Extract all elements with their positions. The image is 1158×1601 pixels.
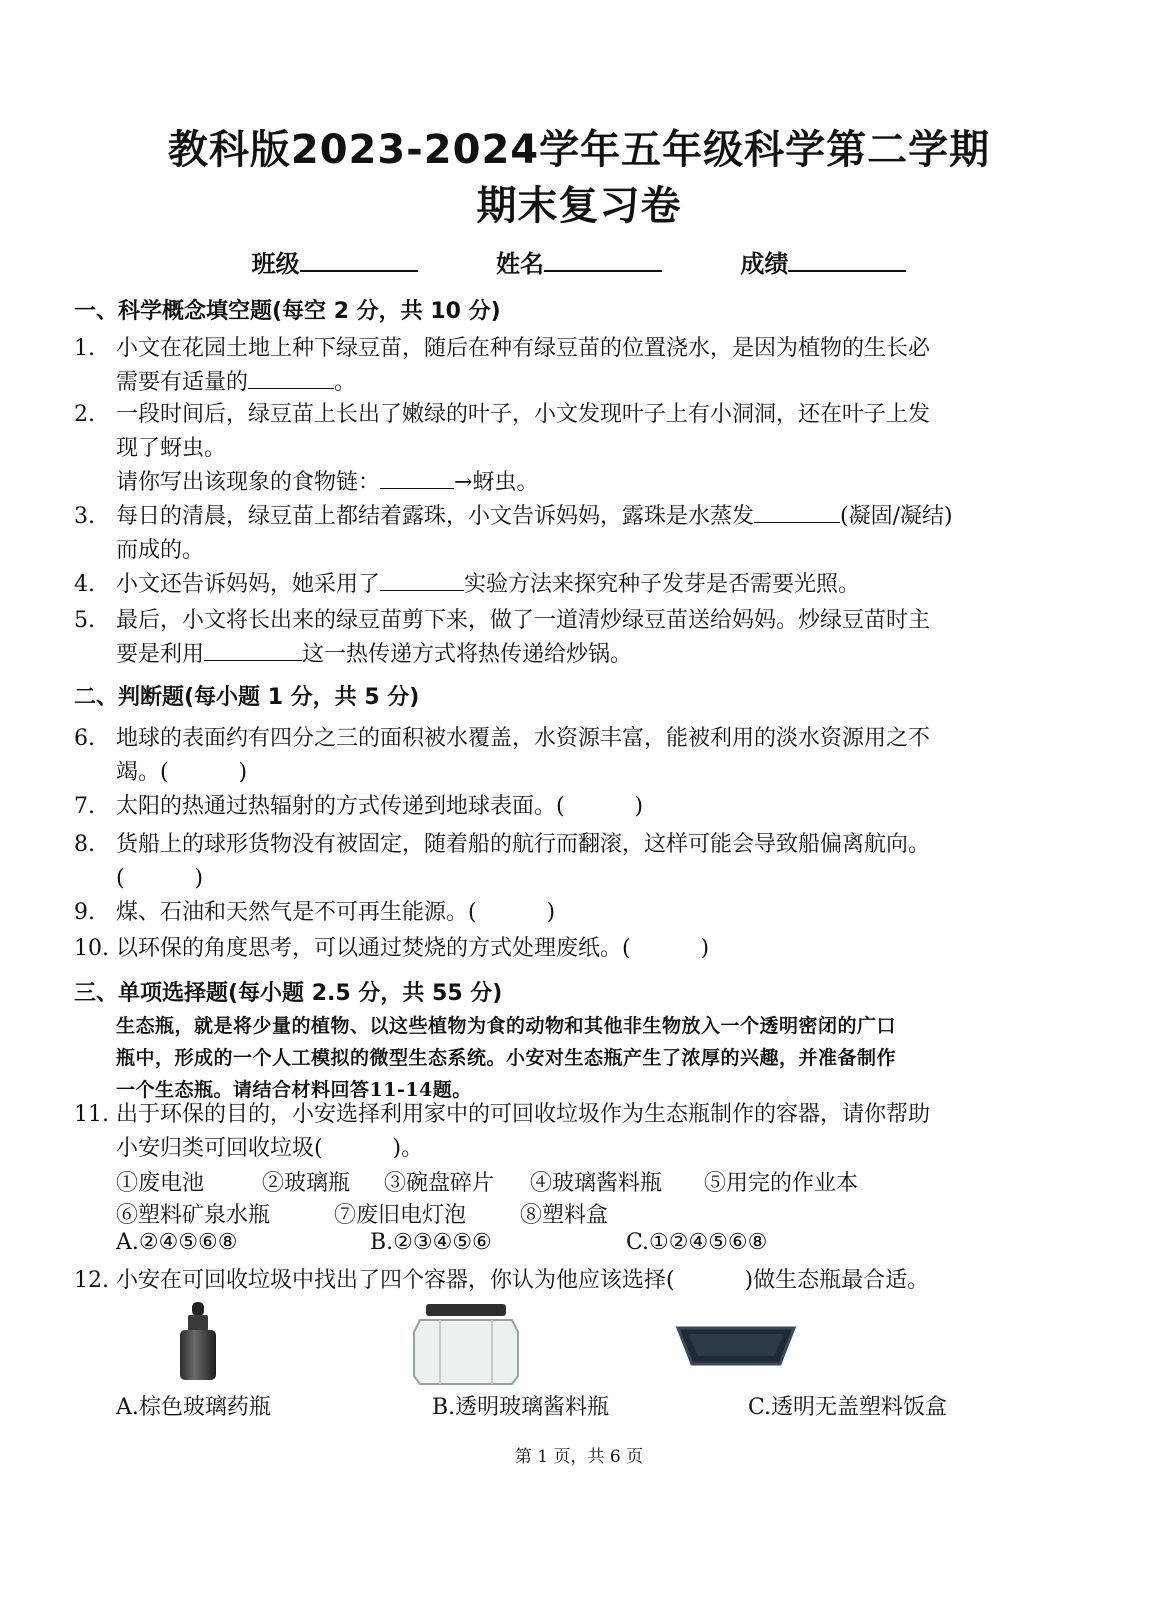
material-line3: 一个生态瓶。请结合材料回答11-14题。 xyxy=(116,1079,472,1101)
q2-blank xyxy=(380,468,454,489)
class-label: 班级 xyxy=(251,250,300,278)
q2-end: →蚜虫。 xyxy=(454,470,539,495)
score-blank xyxy=(788,248,906,272)
question-2 xyxy=(74,398,1054,500)
name-blank xyxy=(544,248,662,272)
q2-text: 请你写出该现象的食物链： xyxy=(116,470,381,495)
q2-line1: 一段时间后，绿豆苗上长出了嫩绿的叶子，小文发现叶子上有小洞洞，还在叶子上发 xyxy=(116,402,931,427)
question-1 xyxy=(74,332,1054,400)
q4-number: 4. xyxy=(74,572,95,597)
q5-blank xyxy=(204,640,302,661)
material-line1: 生态瓶，就是将少量的植物、以这些植物为食的动物和其他非生物放入一个透明密闭的广口 xyxy=(116,1015,897,1037)
q12-number: 12. xyxy=(74,1268,109,1293)
q7-line1: 太阳的热通过热辐射的方式传递到地球表面。( ) xyxy=(116,794,644,819)
q1-end: 。 xyxy=(334,370,357,395)
plastic-food-box-image xyxy=(674,1322,798,1368)
q6-line1: 地球的表面约有四分之三的面积被水覆盖，水资源丰富，能被利用的淡水资源用之不 xyxy=(116,726,931,751)
q11-item-8: ⑧塑料盒 xyxy=(520,1203,609,1228)
q4-text: 小文还告诉妈妈，她采用了 xyxy=(116,572,381,597)
q7-number: 7. xyxy=(74,794,95,819)
q5-line1: 最后，小文将长出来的绿豆苗剪下来，做了一道清炒绿豆苗送给妈妈。炒绿豆苗时主 xyxy=(116,608,931,633)
question-7 xyxy=(74,790,1054,824)
question-12 xyxy=(74,1264,1054,1298)
q9-number: 9. xyxy=(74,900,95,925)
q6-number: 6. xyxy=(74,726,95,751)
q1-number: 1. xyxy=(74,336,95,361)
q11-item-4: ④玻璃酱料瓶 xyxy=(530,1171,663,1196)
question-5 xyxy=(74,604,1054,672)
q12-option-a: A.棕色玻璃药瓶 xyxy=(116,1395,271,1420)
question-4 xyxy=(74,568,1054,602)
question-11 xyxy=(74,1098,1054,1166)
q11-line1: 出于环保的目的，小安选择利用家中的可回收垃圾作为生态瓶制作的容器，请你帮助 xyxy=(116,1102,931,1127)
section2-heading: 二、判断题(每小题 1 分，共 5 分) xyxy=(74,685,420,710)
q3-options: (凝固/凝结) xyxy=(840,504,953,529)
q4-line1 xyxy=(116,568,1054,602)
q3-line2: 而成的。 xyxy=(116,538,205,563)
section1-heading: 一、科学概念填空题(每空 2 分，共 10 分) xyxy=(74,299,501,324)
glass-sauce-jar-image xyxy=(410,1302,522,1386)
q8-number: 8. xyxy=(74,832,95,857)
reading-material xyxy=(116,1010,1026,1106)
section3-heading: 三、单项选择题(每小题 2.5 分，共 55 分) xyxy=(74,981,503,1006)
q3-text: 每日的清晨，绿豆苗上都结着露珠，小文告诉妈妈，露珠是水蒸发 xyxy=(116,504,755,529)
q11-item-2: ②玻璃瓶 xyxy=(262,1171,351,1196)
q5-text: 要是利用 xyxy=(116,642,205,667)
q11-number: 11. xyxy=(74,1102,109,1127)
q10-line1: 以环保的角度思考，可以通过焚烧的方式处理废纸。( ) xyxy=(116,936,710,961)
q11-item-5: ⑤用完的作业本 xyxy=(704,1171,859,1196)
q5-end: 这一热传递方式将热传递给炒锅。 xyxy=(302,642,633,667)
material-line2: 瓶中，形成的一个人工模拟的微型生态系统。小安对生态瓶产生了浓厚的兴趣，并准备制作 xyxy=(116,1047,897,1069)
question-6 xyxy=(74,722,1054,790)
q11-line2: 小安归类可回收垃圾( )。 xyxy=(116,1136,424,1161)
q5-number: 5. xyxy=(74,608,95,633)
q6-line2: 竭。( ) xyxy=(116,760,248,785)
q1-line2 xyxy=(116,366,1054,400)
brown-glass-bottle-image xyxy=(168,1300,228,1384)
question-3 xyxy=(74,500,1054,568)
q3-number: 3. xyxy=(74,504,95,529)
q2-line3 xyxy=(116,466,1054,500)
q1-line1: 小文在花园土地上种下绿豆苗，随后在种有绿豆苗的位置浇水，是因为植物的生长必 xyxy=(116,336,931,361)
q3-blank xyxy=(754,502,840,523)
q1-blank xyxy=(248,368,334,389)
question-9 xyxy=(74,896,1054,930)
q8-line1: 货船上的球形货物没有被固定，随着船的航行而翻滚，这样可能会导致船偏离航向。 xyxy=(116,832,931,857)
q1-text: 需要有适量的 xyxy=(116,370,249,395)
student-info-row xyxy=(0,244,1158,279)
q4-blank xyxy=(380,570,464,591)
q2-line2: 现了蚜虫。 xyxy=(116,436,227,461)
exam-title: 教科版2023-2024学年五年级科学第二学期 xyxy=(167,127,991,173)
q12-option-b: B.透明玻璃酱料瓶 xyxy=(432,1395,610,1420)
question-10 xyxy=(74,932,1054,966)
q11-item-1: ①废电池 xyxy=(116,1171,205,1196)
q4-end: 实验方法来探究种子发芽是否需要光照。 xyxy=(464,572,861,597)
q12-option-c: C.透明无盖塑料饭盒 xyxy=(748,1395,948,1420)
q5-line2 xyxy=(116,638,1054,672)
q11-item-3: ③碗盘碎片 xyxy=(384,1171,495,1196)
q11-option-b: B.②③④⑤⑥ xyxy=(370,1230,492,1255)
q11-item-6: ⑥塑料矿泉水瓶 xyxy=(116,1203,271,1228)
q11-option-c: C.①②④⑤⑥⑧ xyxy=(626,1230,768,1255)
q3-line1 xyxy=(116,500,1054,534)
score-label: 成绩 xyxy=(740,250,789,278)
class-blank xyxy=(300,248,418,272)
q9-line1: 煤、石油和天然气是不可再生能源。( ) xyxy=(116,900,556,925)
q11-item-7: ⑦废旧电灯泡 xyxy=(334,1203,467,1228)
q2-number: 2. xyxy=(74,402,95,427)
q12-line1: 小安在可回收垃圾中找出了四个容器，你认为他应该选择( )做生态瓶最合适。 xyxy=(116,1268,930,1293)
question-8 xyxy=(74,828,1054,896)
q10-number: 10. xyxy=(74,936,109,961)
q11-option-a: A.②④⑤⑥⑧ xyxy=(116,1230,238,1255)
name-label: 姓名 xyxy=(496,250,544,278)
exam-subtitle: 期末复习卷 xyxy=(476,183,682,229)
q8-line2: ( ) xyxy=(116,866,204,891)
page-footer: 第 1 页，共 6 页 xyxy=(514,1447,644,1467)
